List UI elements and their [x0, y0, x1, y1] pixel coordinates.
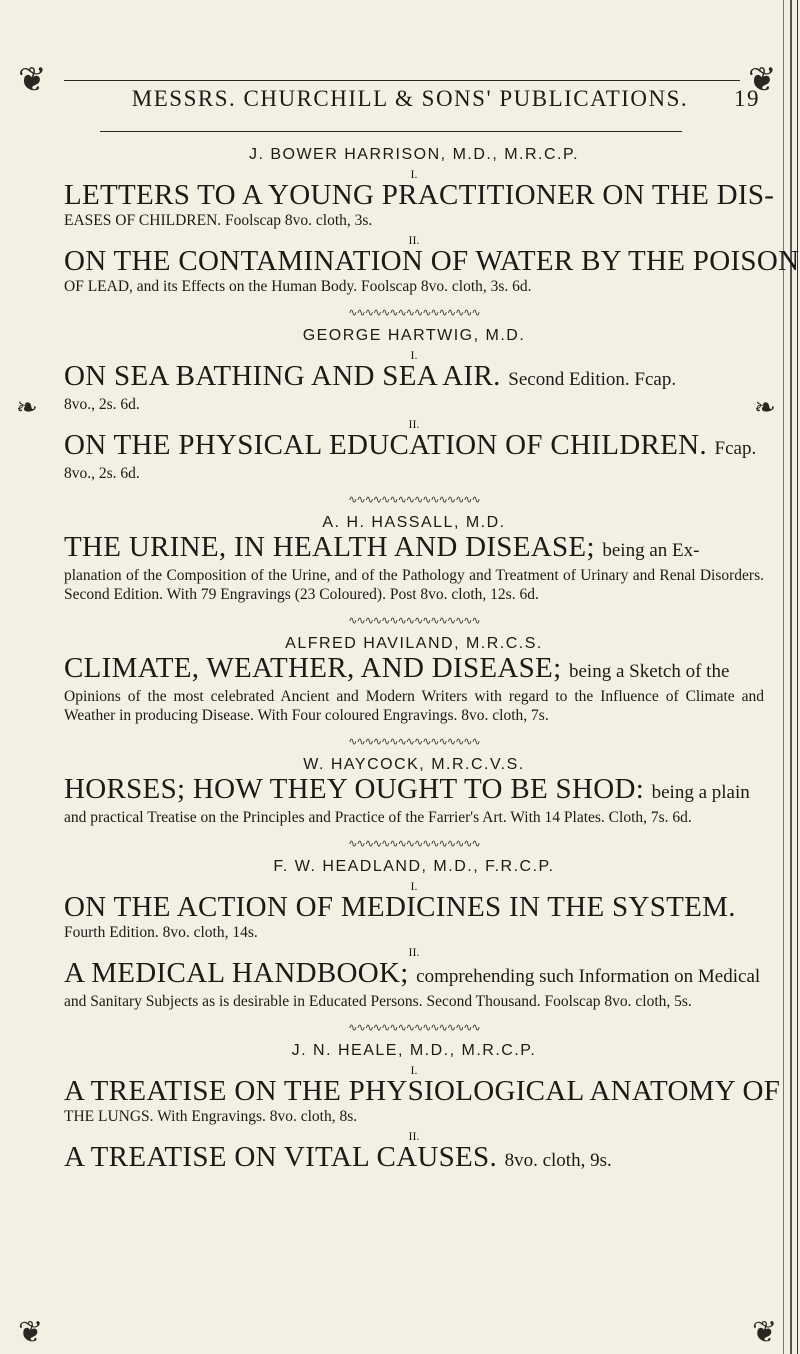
work-title-line — [64, 430, 764, 464]
work-item — [64, 946, 764, 1011]
page-border-right — [783, 0, 792, 1354]
author-name: J. BOWER HARRISON, M.D., M.R.C.P. — [248, 146, 580, 163]
work-item — [64, 233, 800, 296]
work-title: ON THE ACTION OF MEDICINES IN THE SYSTEM. — [64, 891, 736, 923]
work-title-continuation: comprehending such Information on Medical — [416, 966, 761, 987]
author-entry — [64, 514, 764, 604]
work-number: II. — [408, 945, 420, 959]
running-header — [60, 86, 760, 112]
work-title-line — [64, 1075, 781, 1107]
work-title: ON THE CONTAMINATION OF WATER BY THE POISON — [64, 245, 800, 277]
author-name: W. HAYCOCK, M.R.C.V.S. — [303, 756, 525, 773]
work-description: EASES OF CHILDREN. Foolscap 8vo. cloth, 3s. — [64, 212, 373, 229]
header-rule — [64, 80, 740, 81]
side-ornament-icon: ❧ — [754, 393, 776, 422]
author-name: A. H. HASSALL, M.D. — [322, 514, 506, 531]
work-item — [64, 1063, 781, 1126]
work-number: I. — [410, 1063, 418, 1077]
work-title-line — [64, 245, 800, 277]
work-item — [64, 774, 764, 827]
entry-separator: ∿∿∿∿∿∿∿∿∿∿∿∿∿∿∿∿ — [348, 307, 480, 319]
author-name: GEORGE HARTWIG, M.D. — [302, 327, 526, 344]
work-number: II. — [408, 417, 420, 431]
corner-ornament-icon: ❦ — [752, 1316, 778, 1349]
work-item — [64, 349, 764, 414]
work-title-continuation: being an Ex- — [602, 540, 700, 561]
author-name: J. N. HEALE, M.D., M.R.C.P. — [291, 1042, 537, 1059]
entry-separator: ∿∿∿∿∿∿∿∿∿∿∿∿∿∿∿∿ — [348, 494, 480, 506]
publication-list — [64, 138, 800, 1176]
work-title-line — [64, 532, 764, 566]
work-title-continuation: 8vo. cloth, 9s. — [504, 1150, 612, 1171]
work-number: I. — [410, 348, 418, 362]
work-title-line — [64, 361, 764, 395]
entry-separator: ∿∿∿∿∿∿∿∿∿∿∿∿∿∿∿∿ — [348, 736, 480, 748]
work-title: A MEDICAL HANDBOOK; — [64, 957, 409, 989]
work-item — [64, 1130, 764, 1176]
work-title-line — [64, 774, 764, 808]
entry-separator: ∿∿∿∿∿∿∿∿∿∿∿∿∿∿∿∿ — [348, 615, 480, 627]
work-title-line — [64, 958, 764, 992]
work-item — [64, 532, 764, 604]
work-title-line — [64, 1142, 764, 1176]
work-title-line — [64, 179, 775, 211]
entry-separator: ∿∿∿∿∿∿∿∿∿∿∿∿∿∿∿∿ — [348, 838, 480, 850]
entry-separator: ∿∿∿∿∿∿∿∿∿∿∿∿∿∿∿∿ — [348, 1022, 480, 1034]
author-entry — [64, 858, 764, 1011]
work-title: HORSES; HOW THEY OUGHT TO BE SHOD: — [64, 773, 645, 805]
author-entry — [64, 756, 764, 827]
work-description: THE LUNGS. With Engravings. 8vo. cloth, 8s. — [64, 1108, 358, 1125]
work-number: II. — [408, 233, 420, 247]
work-item — [64, 418, 764, 483]
work-item — [64, 653, 764, 725]
work-title: A TREATISE ON VITAL CAUSES. — [64, 1141, 498, 1173]
side-ornament-icon: ❧ — [16, 393, 38, 422]
work-description: 8vo., 2s. 6d. — [64, 465, 140, 482]
author-entry — [64, 635, 764, 725]
work-item — [64, 880, 764, 942]
page-number: 19 — [734, 86, 760, 111]
author-name: F. W. HEADLAND, M.D., F.R.C.P. — [273, 858, 555, 875]
work-title: THE URINE, IN HEALTH AND DISEASE; — [64, 531, 595, 563]
corner-ornament-icon: ❦ — [18, 62, 47, 99]
work-description: Fourth Edition. 8vo. cloth, 14s. — [64, 924, 258, 941]
work-number: I. — [410, 879, 418, 893]
work-title-line — [64, 892, 764, 923]
corner-ornament-icon: ❦ — [748, 62, 777, 99]
corner-ornament-icon: ❦ — [18, 1316, 44, 1349]
work-title: ON THE PHYSICAL EDUCATION OF CHILDREN. — [64, 429, 707, 461]
work-title: ON SEA BATHING AND SEA AIR. — [64, 360, 501, 392]
author-entry — [64, 1042, 781, 1176]
work-title: LETTERS TO A YOUNG PRACTITIONER ON THE DIS- — [64, 179, 775, 211]
work-title-continuation: Fcap. — [714, 438, 757, 459]
author-entry — [64, 146, 800, 296]
work-title-continuation: Second Edition. Fcap. — [508, 369, 677, 390]
work-item — [64, 167, 775, 230]
header-title: MESSRS. CHURCHILL & SONS' PUBLICATIONS. — [131, 86, 689, 111]
work-title-continuation: being a plain — [651, 782, 750, 803]
work-title-continuation: being a Sketch of the — [569, 661, 730, 682]
work-description: OF LEAD, and its Effects on the Human Body. Foolscap 8vo. cloth, 3s. 6d. — [64, 278, 532, 295]
work-description: planation of the Composition of the Urine, and of the Pathology and Treatment of Urinary and Renal Disorders. Second Edition. With 79 Engravings (23 Coloured). Post 8vo. cloth, 12s. 6d. — [64, 567, 764, 603]
work-number: II. — [408, 1129, 420, 1143]
work-title: CLIMATE, WEATHER, AND DISEASE; — [64, 652, 562, 684]
work-description: Opinions of the most celebrated Ancient and Modern Writers with regard to the Influence of Climate and Weather in producing Disease. With Four coloured Engravings. 8vo. cloth, 7s. — [64, 688, 764, 724]
work-description: 8vo., 2s. 6d. — [64, 396, 140, 413]
work-description: and practical Treatise on the Principles and Practice of the Farrier's Art. With 14 Plates. Cloth, 7s. 6d. — [64, 809, 692, 826]
author-entry — [64, 327, 764, 483]
work-number: I. — [410, 167, 418, 181]
work-title-line — [64, 653, 764, 687]
work-title: A TREATISE ON THE PHYSIOLOGICAL ANATOMY OF — [64, 1075, 781, 1107]
page-edge-line — [797, 0, 798, 1354]
author-name: ALFRED HAVILAND, M.R.C.S. — [285, 635, 543, 652]
work-description: and Sanitary Subjects as is desirable in Educated Persons. Second Thousand. Foolscap 8vo. cloth, 5s. — [64, 993, 692, 1010]
header-subrule — [100, 131, 682, 132]
